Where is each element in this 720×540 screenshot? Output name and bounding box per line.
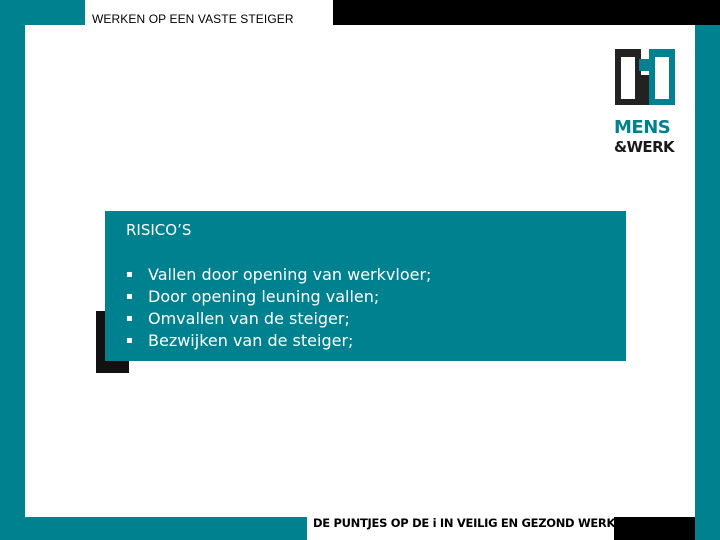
list-item (126, 263, 431, 285)
section-title: RISICO’S (126, 221, 192, 239)
right-teal-border (695, 25, 720, 540)
list-item (126, 307, 431, 329)
footer-tagline: DE PUNTJES OP DE i IN VEILIG EN GEZOND WERKEN (313, 516, 632, 530)
list-item-text: Door opening leuning vallen; (148, 286, 380, 306)
bottom-left-teal-strip (25, 517, 307, 540)
list-item-text: Omvallen van de steiger; (148, 308, 350, 328)
bullet-icon: ▪ (126, 268, 133, 280)
bullet-icon: ▪ (126, 312, 133, 324)
list-item (126, 285, 431, 307)
risk-list (126, 263, 431, 351)
bullet-icon: ▪ (126, 334, 133, 346)
list-item (126, 329, 431, 351)
top-left-teal-strip (25, 0, 85, 25)
bullet-icon: ▪ (126, 290, 133, 302)
top-black-strip (333, 0, 720, 25)
list-item-text: Vallen door opening van werkvloer; (148, 264, 432, 284)
list-item-text: Bezwijken van de steiger; (148, 330, 354, 350)
slide-header-title: WERKEN OP EEN VASTE STEIGER (92, 12, 294, 26)
logo-text-werk: &WERK (614, 138, 675, 156)
left-teal-border (0, 0, 25, 540)
logo-text-mens: MENS (614, 117, 671, 138)
